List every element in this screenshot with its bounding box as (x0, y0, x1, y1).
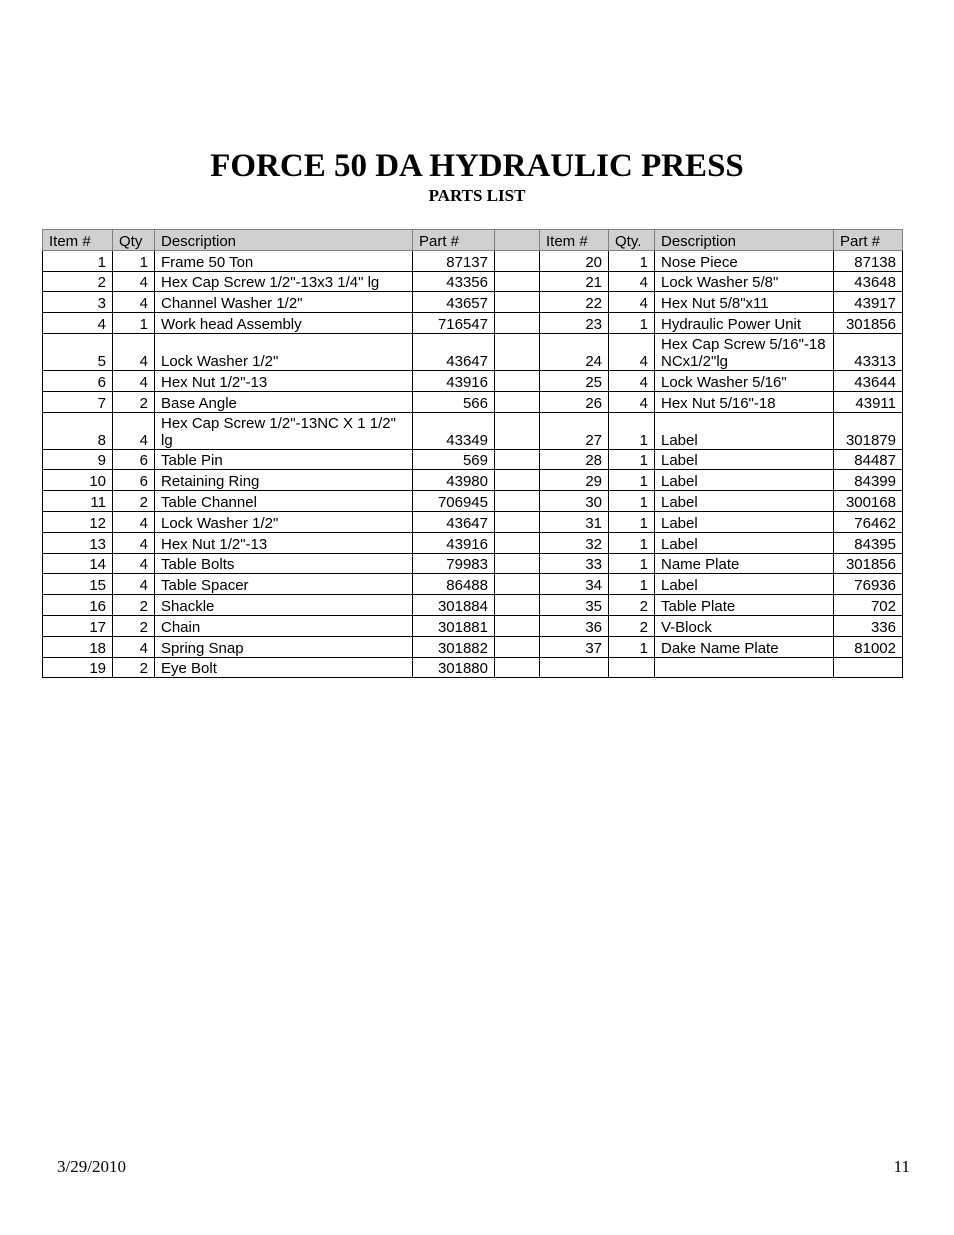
part-cell: 43648 (834, 271, 903, 292)
qty-cell: 2 (609, 595, 655, 616)
qty-cell: 6 (113, 470, 155, 491)
qty-cell: 2 (113, 657, 155, 678)
part-cell: 702 (834, 595, 903, 616)
table-row (43, 636, 903, 657)
item-cell: 30 (540, 491, 609, 512)
part-cell: 43917 (834, 292, 903, 313)
part-cell: 301856 (834, 313, 903, 334)
table-row (43, 657, 903, 678)
description-cell: Hex Nut 5/16"-18 (655, 391, 834, 412)
description-cell: Dake Name Plate (655, 636, 834, 657)
qty-cell: 4 (609, 292, 655, 313)
qty-cell: 4 (113, 636, 155, 657)
item-cell: 27 (540, 412, 609, 449)
parts-table (42, 229, 903, 678)
part-cell: 336 (834, 615, 903, 636)
header-item-right: Item # (540, 230, 609, 251)
table-row (43, 470, 903, 491)
description-cell: Lock Washer 5/16" (655, 370, 834, 391)
table-row (43, 391, 903, 412)
item-cell: 25 (540, 370, 609, 391)
qty-cell: 4 (113, 333, 155, 370)
qty-cell: 1 (609, 553, 655, 574)
description-cell: Lock Washer 1/2" (155, 511, 413, 532)
qty-cell: 1 (113, 313, 155, 334)
item-cell: 21 (540, 271, 609, 292)
part-cell: 87137 (413, 250, 495, 271)
table-row (43, 449, 903, 470)
item-cell: 3 (43, 292, 113, 313)
description-cell: Table Plate (655, 595, 834, 616)
item-cell: 32 (540, 532, 609, 553)
qty-cell: 4 (113, 412, 155, 449)
description-cell: Nose Piece (655, 250, 834, 271)
header-qty-right: Qty. (609, 230, 655, 251)
header-item: Item # (43, 230, 113, 251)
item-cell: 15 (43, 574, 113, 595)
item-cell: 14 (43, 553, 113, 574)
item-cell: 33 (540, 553, 609, 574)
qty-cell: 1 (609, 636, 655, 657)
spacer-cell (495, 250, 540, 271)
item-cell: 36 (540, 615, 609, 636)
table-row (43, 553, 903, 574)
header-spacer (495, 230, 540, 251)
description-cell: Label (655, 511, 834, 532)
page-title: FORCE 50 DA HYDRAULIC PRESS (210, 148, 744, 184)
header-qty: Qty (113, 230, 155, 251)
spacer-cell (495, 615, 540, 636)
description-cell (655, 657, 834, 678)
item-cell: 34 (540, 574, 609, 595)
header-description: Description (155, 230, 413, 251)
qty-cell: 6 (113, 449, 155, 470)
item-cell: 13 (43, 532, 113, 553)
item-cell: 23 (540, 313, 609, 334)
item-cell: 19 (43, 657, 113, 678)
description-cell: Spring Snap (155, 636, 413, 657)
part-cell (834, 657, 903, 678)
description-cell: Table Channel (155, 491, 413, 512)
part-cell: 569 (413, 449, 495, 470)
qty-cell: 4 (609, 333, 655, 370)
description-cell: Label (655, 449, 834, 470)
qty-cell: 1 (609, 449, 655, 470)
item-cell: 12 (43, 511, 113, 532)
table-row (43, 333, 903, 370)
spacer-cell (495, 370, 540, 391)
description-cell: Table Spacer (155, 574, 413, 595)
qty-cell: 1 (609, 574, 655, 595)
qty-cell: 4 (113, 511, 155, 532)
table-row (43, 615, 903, 636)
qty-cell: 1 (609, 470, 655, 491)
description-cell: Lock Washer 5/8" (655, 271, 834, 292)
description-cell: Hex Cap Screw 1/2"-13NC X 1 1/2" lg (155, 412, 413, 449)
spacer-cell (495, 412, 540, 449)
description-cell: Label (655, 532, 834, 553)
description-cell: Table Pin (155, 449, 413, 470)
qty-cell: 2 (609, 615, 655, 636)
item-cell: 20 (540, 250, 609, 271)
description-cell: Hydraulic Power Unit (655, 313, 834, 334)
part-cell: 301882 (413, 636, 495, 657)
qty-cell: 1 (609, 511, 655, 532)
qty-cell: 1 (609, 250, 655, 271)
item-cell: 17 (43, 615, 113, 636)
description-cell: Channel Washer 1/2" (155, 292, 413, 313)
table-row (43, 292, 903, 313)
qty-cell: 1 (609, 313, 655, 334)
part-cell: 716547 (413, 313, 495, 334)
spacer-cell (495, 636, 540, 657)
spacer-cell (495, 313, 540, 334)
table-row (43, 370, 903, 391)
qty-cell: 2 (113, 595, 155, 616)
qty-cell: 1 (113, 250, 155, 271)
spacer-cell (495, 491, 540, 512)
part-cell: 81002 (834, 636, 903, 657)
table-row (43, 532, 903, 553)
item-cell (540, 657, 609, 678)
part-cell: 43647 (413, 333, 495, 370)
table-row (43, 412, 903, 449)
table-row (43, 511, 903, 532)
page-subtitle: PARTS LIST (428, 186, 526, 205)
qty-cell: 4 (609, 271, 655, 292)
table-row (43, 574, 903, 595)
spacer-cell (495, 657, 540, 678)
spacer-cell (495, 553, 540, 574)
page-number: 11 (893, 1157, 910, 1176)
part-cell: 301881 (413, 615, 495, 636)
description-cell: Base Angle (155, 391, 413, 412)
part-cell: 43657 (413, 292, 495, 313)
item-cell: 31 (540, 511, 609, 532)
header-part: Part # (413, 230, 495, 251)
spacer-cell (495, 292, 540, 313)
qty-cell: 1 (609, 491, 655, 512)
part-cell: 84399 (834, 470, 903, 491)
spacer-cell (495, 271, 540, 292)
spacer-cell (495, 595, 540, 616)
item-cell: 26 (540, 391, 609, 412)
part-cell: 76462 (834, 511, 903, 532)
qty-cell: 4 (609, 370, 655, 391)
part-cell: 301880 (413, 657, 495, 678)
item-cell: 9 (43, 449, 113, 470)
part-cell: 566 (413, 391, 495, 412)
description-cell: Eye Bolt (155, 657, 413, 678)
item-cell: 29 (540, 470, 609, 491)
item-cell: 11 (43, 491, 113, 512)
part-cell: 86488 (413, 574, 495, 595)
description-cell: Work head Assembly (155, 313, 413, 334)
part-cell: 43349 (413, 412, 495, 449)
part-cell: 43916 (413, 532, 495, 553)
description-cell: V-Block (655, 615, 834, 636)
item-cell: 35 (540, 595, 609, 616)
description-cell: Shackle (155, 595, 413, 616)
footer-date: 3/29/2010 (57, 1157, 126, 1176)
description-cell: Lock Washer 1/2" (155, 333, 413, 370)
part-cell: 84395 (834, 532, 903, 553)
part-cell: 76936 (834, 574, 903, 595)
item-cell: 18 (43, 636, 113, 657)
qty-cell: 4 (113, 370, 155, 391)
part-cell: 43647 (413, 511, 495, 532)
part-cell: 300168 (834, 491, 903, 512)
item-cell: 16 (43, 595, 113, 616)
part-cell: 301884 (413, 595, 495, 616)
table-header-row (43, 230, 903, 251)
qty-cell: 4 (609, 391, 655, 412)
part-cell: 87138 (834, 250, 903, 271)
description-cell: Label (655, 574, 834, 595)
item-cell: 1 (43, 250, 113, 271)
description-cell: Frame 50 Ton (155, 250, 413, 271)
qty-cell: 4 (113, 292, 155, 313)
qty-cell: 2 (113, 491, 155, 512)
item-cell: 7 (43, 391, 113, 412)
part-cell: 706945 (413, 491, 495, 512)
qty-cell: 2 (113, 615, 155, 636)
spacer-cell (495, 391, 540, 412)
spacer-cell (495, 511, 540, 532)
table-row (43, 250, 903, 271)
item-cell: 6 (43, 370, 113, 391)
item-cell: 37 (540, 636, 609, 657)
qty-cell: 2 (113, 391, 155, 412)
part-cell: 79983 (413, 553, 495, 574)
description-cell: Name Plate (655, 553, 834, 574)
qty-cell: 1 (609, 412, 655, 449)
table-row (43, 491, 903, 512)
spacer-cell (495, 532, 540, 553)
table-row (43, 271, 903, 292)
description-cell: Retaining Ring (155, 470, 413, 491)
part-cell: 43916 (413, 370, 495, 391)
description-cell: Hex Nut 1/2"-13 (155, 532, 413, 553)
part-cell: 43911 (834, 391, 903, 412)
spacer-cell (495, 470, 540, 491)
qty-cell: 4 (113, 271, 155, 292)
description-cell: Label (655, 470, 834, 491)
qty-cell (609, 657, 655, 678)
item-cell: 22 (540, 292, 609, 313)
description-cell: Hex Nut 1/2"-13 (155, 370, 413, 391)
qty-cell: 4 (113, 532, 155, 553)
header-description-right: Description (655, 230, 834, 251)
description-cell: Hex Nut 5/8"x11 (655, 292, 834, 313)
part-cell: 301856 (834, 553, 903, 574)
part-cell: 43644 (834, 370, 903, 391)
item-cell: 10 (43, 470, 113, 491)
item-cell: 28 (540, 449, 609, 470)
description-cell: Hex Cap Screw 5/16"-18 NCx1/2"lg (655, 333, 834, 370)
item-cell: 5 (43, 333, 113, 370)
description-cell: Table Bolts (155, 553, 413, 574)
spacer-cell (495, 449, 540, 470)
spacer-cell (495, 333, 540, 370)
part-cell: 43356 (413, 271, 495, 292)
qty-cell: 4 (113, 553, 155, 574)
description-cell: Chain (155, 615, 413, 636)
spacer-cell (495, 574, 540, 595)
qty-cell: 1 (609, 532, 655, 553)
item-cell: 2 (43, 271, 113, 292)
header-part-right: Part # (834, 230, 903, 251)
part-cell: 84487 (834, 449, 903, 470)
part-cell: 301879 (834, 412, 903, 449)
qty-cell: 4 (113, 574, 155, 595)
part-cell: 43313 (834, 333, 903, 370)
table-row (43, 313, 903, 334)
description-cell: Label (655, 491, 834, 512)
description-cell: Hex Cap Screw 1/2"-13x3 1/4" lg (155, 271, 413, 292)
item-cell: 8 (43, 412, 113, 449)
item-cell: 4 (43, 313, 113, 334)
part-cell: 43980 (413, 470, 495, 491)
table-row (43, 595, 903, 616)
item-cell: 24 (540, 333, 609, 370)
description-cell: Label (655, 412, 834, 449)
